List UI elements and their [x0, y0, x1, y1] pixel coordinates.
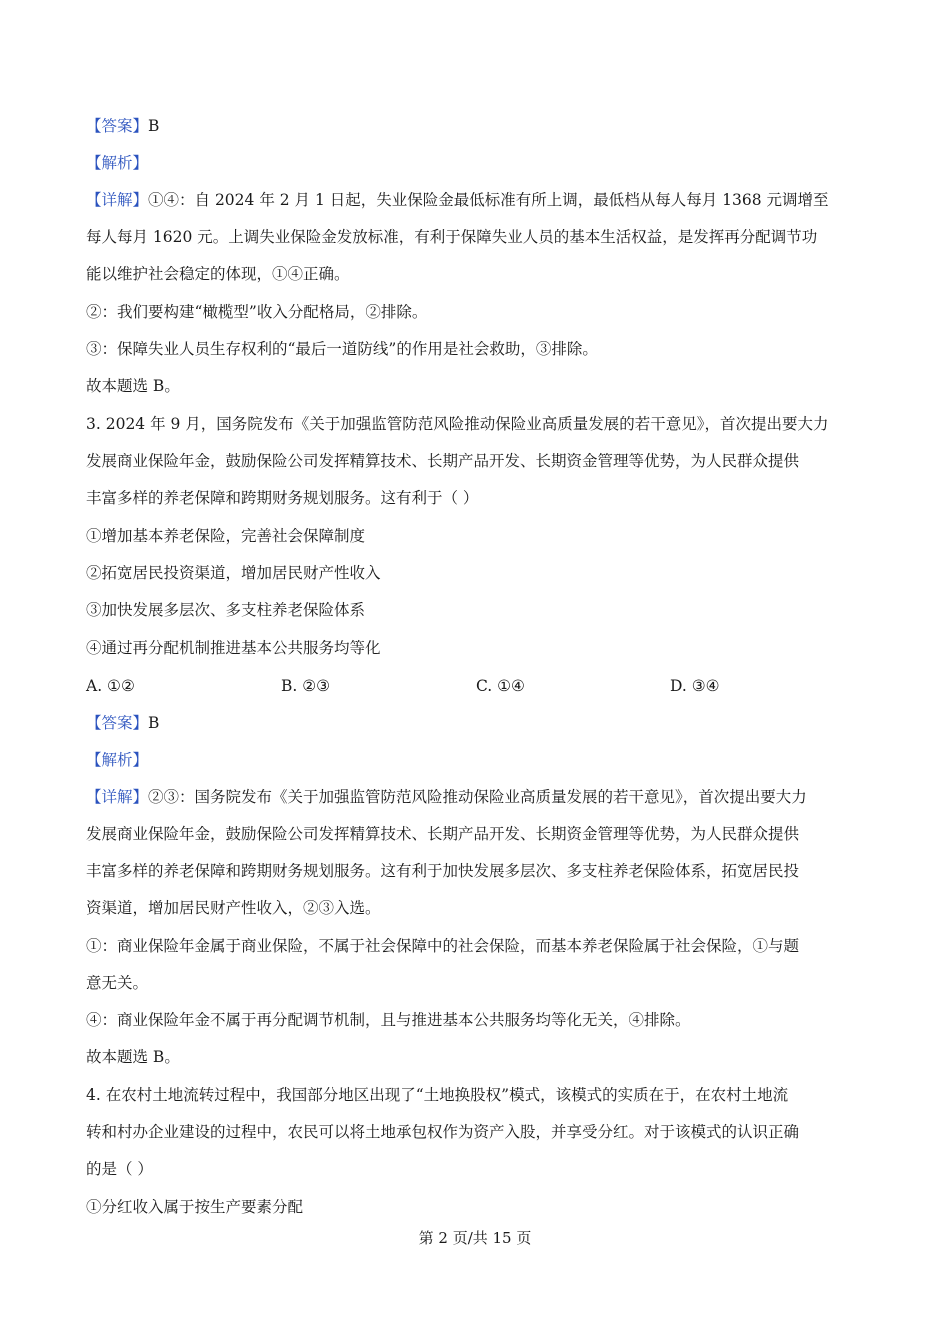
- detail-tag: 【详解】: [86, 788, 149, 806]
- q3-item: ②拓宽居民投资渠道，增加居民财产性收入: [86, 564, 381, 582]
- q3-detail-line: 资渠道，增加居民财产性收入，②③入选。: [86, 899, 381, 917]
- q3-detail-line: ①：商业保险年金属于商业保险，不属于社会保障中的社会保险，而基本养老保险属于社会保险，①与题: [86, 937, 800, 955]
- detail-text: ①④：自 2024 年 2 月 1 日起，失业保险金最低标准有所上调，最低档从每人每月 1368 元调增至: [148, 191, 829, 209]
- q3-detail-line: 意无关。: [86, 974, 149, 992]
- q3-conclusion: 故本题选 B。: [86, 1048, 180, 1066]
- q3-answer: [86, 712, 876, 734]
- analysis-tag: 【解析】: [86, 154, 149, 172]
- answer-tag: 【答案】: [86, 117, 149, 135]
- q3-option-a: A. ①②: [86, 677, 135, 695]
- q4-item: ①分红收入属于按生产要素分配: [86, 1198, 304, 1216]
- q3-item: ①增加基本养老保险，完善社会保障制度: [86, 527, 366, 545]
- q2-detail-line: [86, 189, 876, 211]
- q2-detail-line: 每人每月 1620 元。上调失业保险金发放标准，有利于保障失业人员的基本生活权益，是发挥再分配调节功: [86, 228, 818, 246]
- q3-detail-line: 发展商业保险年金，鼓励保险公司发挥精算技术、长期产品开发、长期资金管理等优势，为人民群众提供: [86, 825, 800, 843]
- answer-value: B: [148, 117, 160, 135]
- q2-detail-line: 能以维护社会稳定的体现，①④正确。: [86, 265, 350, 283]
- q2-answer: [86, 115, 876, 137]
- q2-detail-line: ③：保障失业人员生存权利的“最后一道防线”的作用是社会救助，③排除。: [86, 340, 598, 358]
- q2-analysis-heading: [86, 152, 876, 174]
- q4-stem-line: 转和村办企业建设的过程中，农民可以将土地承包权作为资产入股，并享受分红。对于该模式的认识正确: [86, 1123, 800, 1141]
- answer-tag: 【答案】: [86, 714, 149, 732]
- q2-detail-line: ②：我们要构建“橄榄型”收入分配格局，②排除。: [86, 303, 428, 321]
- analysis-tag: 【解析】: [86, 751, 149, 769]
- q3-detail-line: ④：商业保险年金不属于再分配调节机制，且与推进基本公共服务均等化无关，④排除。: [86, 1011, 691, 1029]
- page-number-footer: 第 2 页/共 15 页: [418, 1229, 532, 1247]
- q3-analysis-heading: [86, 749, 876, 771]
- q3-stem-line: 丰富多样的养老保障和跨期财务规划服务。这有利于（ ）: [86, 489, 479, 507]
- q4-stem-line: 4. 在农村土地流转过程中，我国部分地区出现了“土地换股权”模式，该模式的实质在于，在农村土地流: [86, 1086, 789, 1104]
- q3-option-b: B. ②③: [281, 677, 331, 695]
- detail-tag: 【详解】: [86, 191, 149, 209]
- q3-detail-line: [86, 786, 876, 808]
- detail-text: ②③：国务院发布《关于加强监管防范风险推动保险业高质量发展的若干意见》，首次提出要大力: [148, 788, 807, 806]
- q3-item: ④通过再分配机制推进基本公共服务均等化: [86, 639, 381, 657]
- q4-stem-line: 的是（ ）: [86, 1160, 153, 1178]
- q3-item: ③加快发展多层次、多支柱养老保险体系: [86, 601, 366, 619]
- q2-conclusion: 故本题选 B。: [86, 377, 180, 395]
- answer-value: B: [148, 714, 160, 732]
- q3-option-c: C. ①④: [476, 677, 525, 695]
- q3-detail-line: 丰富多样的养老保障和跨期财务规划服务。这有利于加快发展多层次、多支柱养老保险体系，拓宽居民投: [86, 862, 800, 880]
- q3-stem-line: 3. 2024 年 9 月，国务院发布《关于加强监管防范风险推动保险业高质量发展的若干意见》，首次提出要大力: [86, 415, 829, 433]
- q3-option-d: D. ③④: [670, 677, 720, 695]
- q3-stem-line: 发展商业保险年金，鼓励保险公司发挥精算技术、长期产品开发、长期资金管理等优势，为人民群众提供: [86, 452, 800, 470]
